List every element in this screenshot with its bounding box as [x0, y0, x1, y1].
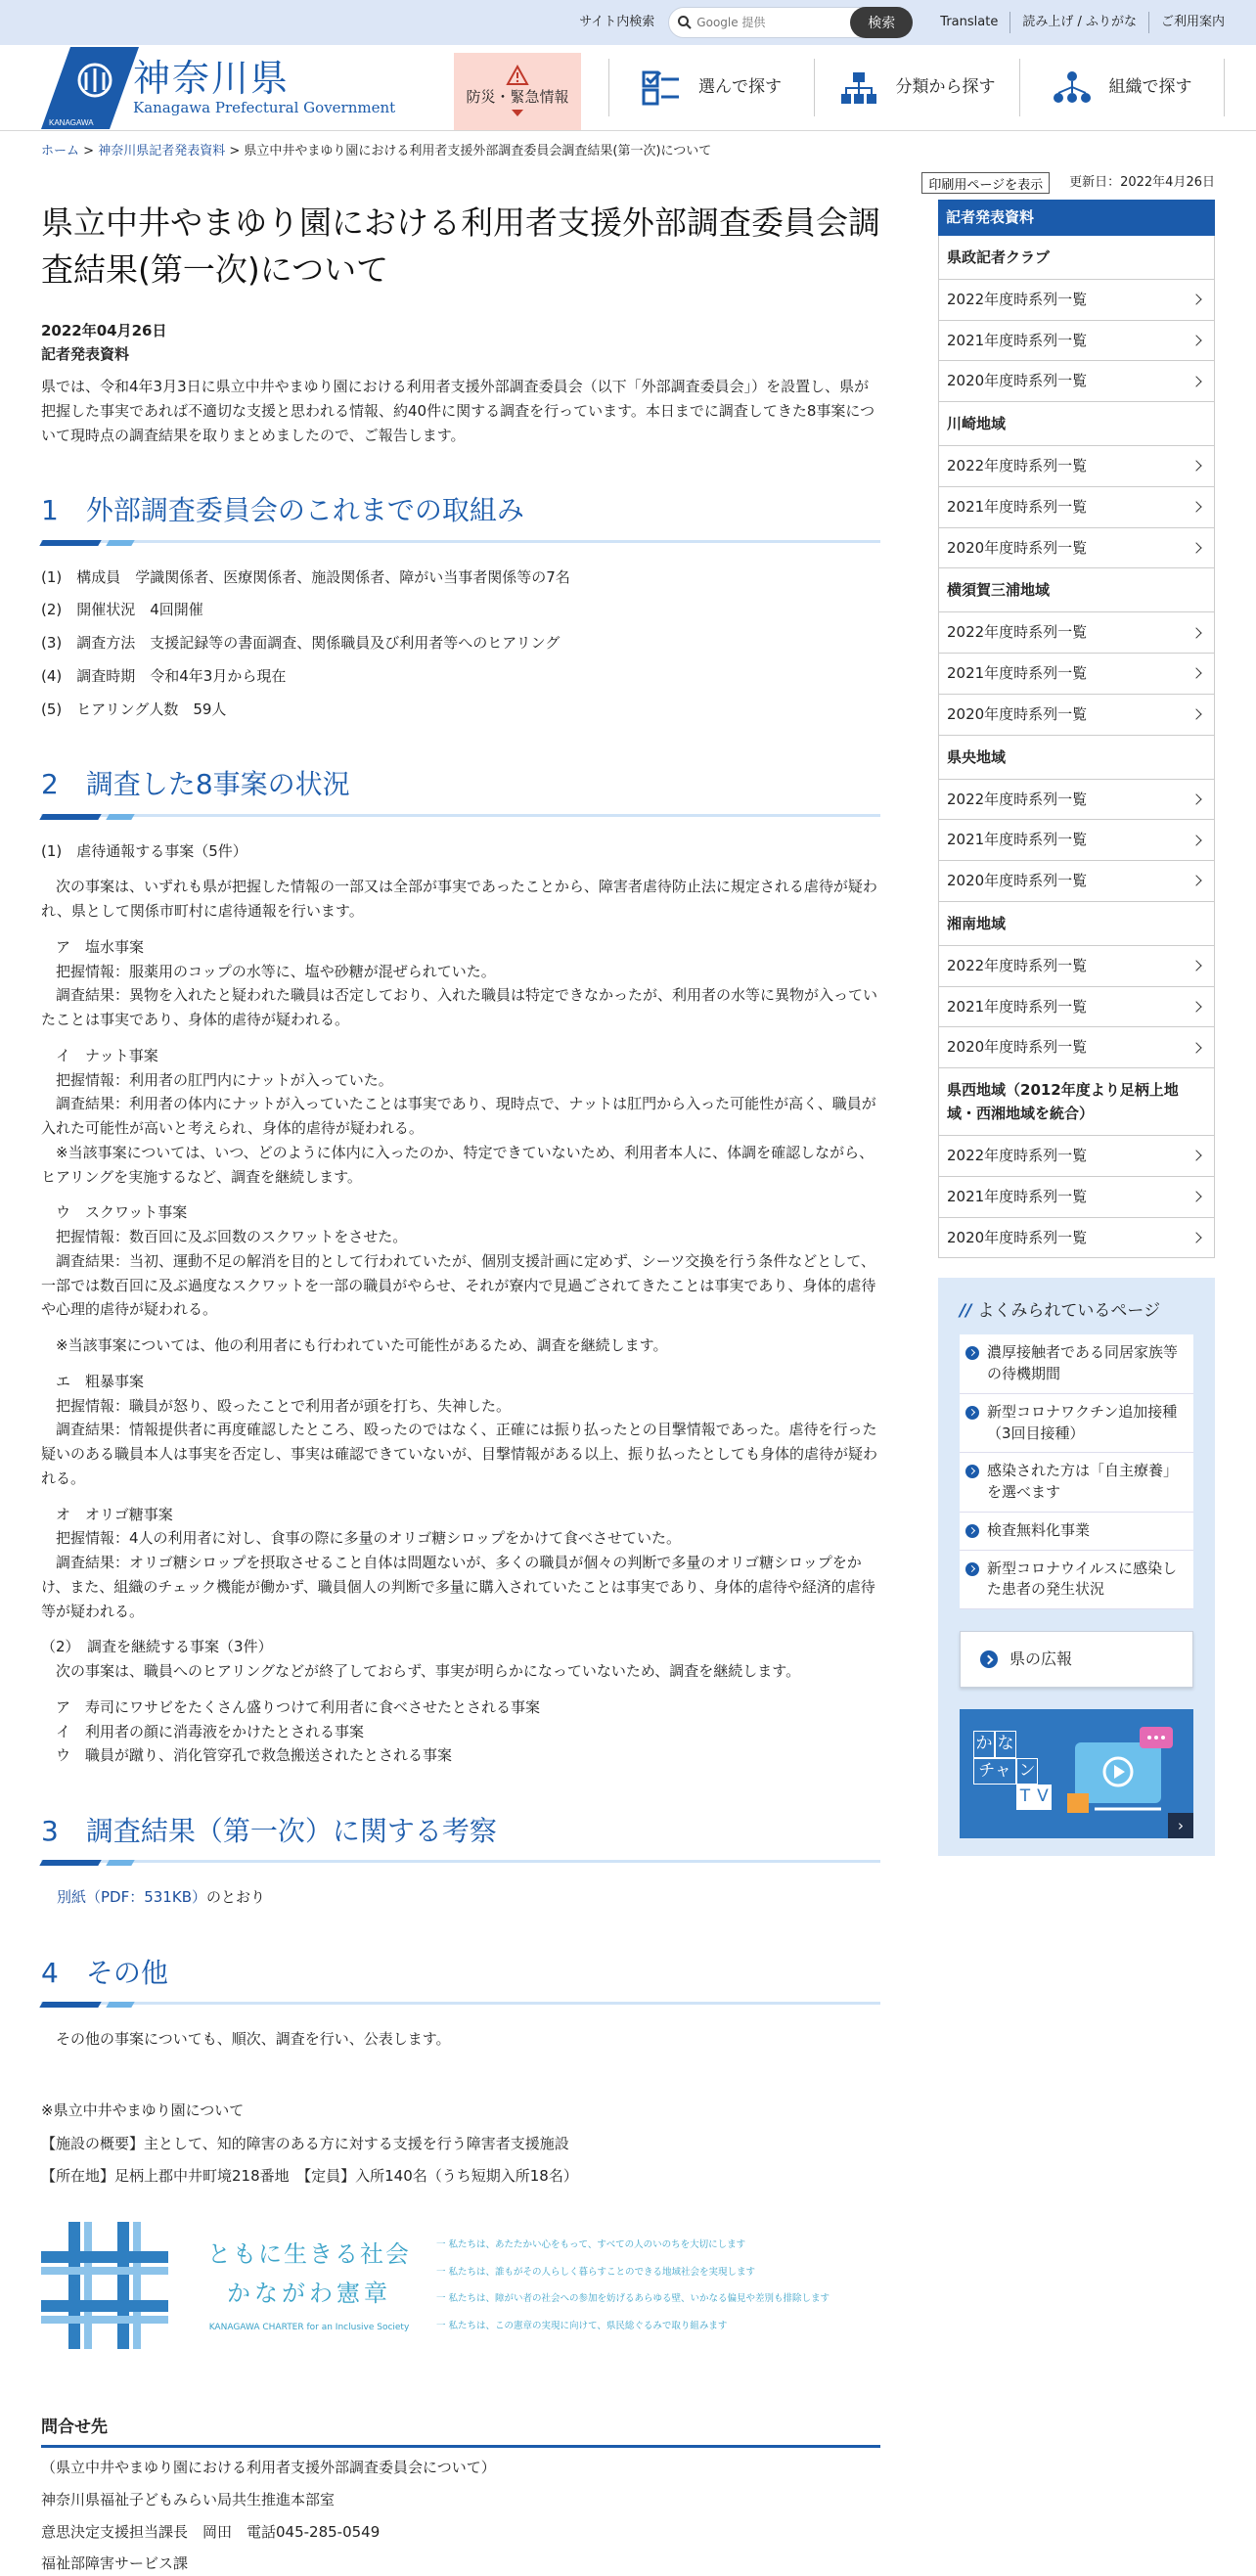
popular-item[interactable]: 新型コロナウイルスに感染した患者の発生状況: [960, 1551, 1193, 1610]
sidebar-item[interactable]: 2022年度時系列一覧: [939, 780, 1214, 821]
translate-link[interactable]: Translate: [940, 15, 999, 30]
list-item: ウ 職員が蹴り、消化管穿孔で救急搬送されたとされる事案: [41, 1746, 453, 1765]
case-title: イ ナット事案: [41, 1046, 158, 1064]
paragraph: 調査結果：当初、運動不足の解消を目的として行われていたが、個別支援計画に定めず、シーツ交換を行う条件などとして、一部では数百回に及ぶ過度なスクワットを一部の職員がやらせ、それが寮内で見過ごされてきたことは事実であり、身体的虐待や心理的虐待が疑われる。: [41, 1251, 876, 1319]
nav-organization-search[interactable]: [1019, 59, 1225, 116]
sidebar: [938, 200, 1215, 2576]
sidebar-item[interactable]: 2022年度時系列一覧: [939, 1136, 1214, 1177]
prefecture-pr-button[interactable]: 県の広報: [960, 1631, 1193, 1688]
contact-line: （県立中井やまゆり園における利用者支援外部調査委員会について）: [41, 2459, 496, 2477]
breadcrumb-parent[interactable]: 神奈川県記者発表資料: [98, 144, 226, 158]
contact-line: 意思決定支援担当課長 岡田 電話045-285-0549: [41, 2522, 381, 2541]
sidebar-list: [938, 236, 1215, 1259]
arrow-circle-icon: [965, 1346, 979, 1360]
kanagawa-logo-icon: [41, 47, 139, 129]
site-header: [0, 45, 1256, 131]
list-item: ア 寿司にワサビをたくさん盛りつけて利用者に食べさせたとされる事案: [41, 1697, 541, 1716]
chevron-right-icon: [1190, 542, 1201, 553]
nav-label: 選んで探す: [698, 77, 782, 98]
chevron-right-icon: [1190, 461, 1201, 472]
charter-line: 一 私たちは、障がい者の社会への参加を妨げるあらゆる壁、いかなる偏見や差別も排除します: [436, 2293, 830, 2305]
sidebar-item[interactable]: 2022年度時系列一覧: [939, 446, 1214, 487]
slash-icon: //: [960, 1301, 972, 1322]
site-logo[interactable]: [0, 45, 430, 130]
nav-label: 分類から探す: [895, 77, 996, 98]
list-item: イ 利用者の顔に消毒液をかけたとされる事案: [41, 1722, 365, 1740]
search-input[interactable]: [696, 9, 843, 36]
popular-pages: [938, 1278, 1215, 1856]
chevron-right-icon: [1190, 1191, 1201, 1201]
popular-item[interactable]: 新型コロナワクチン追加接種（3回目接種）: [960, 1394, 1193, 1454]
charter-subtitle: KANAGAWA CHARTER for an Inclusive Society: [208, 2323, 410, 2333]
main-nav: [608, 45, 1225, 130]
arrow-circle-icon: [965, 1465, 979, 1478]
logo-small-text: KANAGAWA: [49, 117, 94, 127]
contact-line: 神奈川県福祉子どもみらい局共生推進本部室: [41, 2490, 336, 2508]
disaster-info-button[interactable]: [454, 53, 581, 130]
subsection-heading: （2） 調査を継続する事案（3件）: [41, 1638, 273, 1656]
sidebar-item[interactable]: 2020年度時系列一覧: [939, 1218, 1214, 1258]
paragraph: 把握情報：服薬用のコップの水等に、塩や砂糖が混ぜられていた。: [41, 962, 496, 980]
paragraph: ※当該事案については、他の利用者にも行われていた可能性があるため、調査を継続します。: [41, 1336, 668, 1355]
warning-icon: [507, 66, 528, 85]
heading-underline: [41, 2002, 880, 2010]
popular-item[interactable]: 感染された方は「自主療養」を選べます: [960, 1453, 1193, 1513]
attachment-pdf-link[interactable]: 別紙（PDF：531KB）: [57, 1888, 206, 1907]
chevron-right-icon: [1190, 793, 1201, 804]
sidebar-group-title: 県政記者クラブ: [939, 236, 1214, 280]
sidebar-item[interactable]: 2020年度時系列一覧: [939, 861, 1214, 902]
contact-heading: 問合せ先: [41, 2414, 880, 2448]
arrow-circle-icon: [965, 1406, 979, 1420]
heading-underline: [41, 814, 880, 822]
contact-line: 福祉部障害サービス課: [41, 2554, 189, 2573]
arrow-circle-icon: [965, 1562, 979, 1576]
sidebar-item[interactable]: 2021年度時系列一覧: [939, 321, 1214, 362]
read-aloud-link[interactable]: 読み上げ / ふりがな: [1009, 12, 1148, 32]
search-icon: [677, 15, 693, 30]
nav-label: 組織で探す: [1108, 77, 1192, 98]
paragraph: 把握情報：利用者の肛門内にナットが入っていた。: [41, 1070, 393, 1089]
paragraph: 次の事案は、いずれも県が把握した情報の一部又は全部が事実であったことから、障害者虐待防止法に規定される虐待が疑われ、県として関係市町村に虐待通報を行います。: [41, 878, 877, 921]
main-content: [41, 200, 880, 2576]
subsection-heading: (1) 虐待通報する事案（5件）: [41, 841, 247, 860]
paragraph: 次の事案は、職員へのヒアリングなどが終了しておらず、事実が明らかになっていないため、調査を継続します。: [41, 1662, 801, 1681]
heading-underline: [41, 1860, 880, 1868]
popular-heading: よくみられているページ: [977, 1301, 1161, 1322]
sidebar-item[interactable]: 2020年度時系列一覧: [939, 695, 1214, 736]
chevron-down-icon: [512, 110, 523, 117]
case-title: ウ スクワット事案: [41, 1203, 188, 1222]
utility-bar: [0, 0, 1256, 45]
chevron-right-icon: [1190, 1042, 1201, 1053]
chevron-right-icon: [1190, 876, 1201, 886]
disaster-label: 防災・緊急情報: [466, 88, 569, 107]
category-label: 記者発表資料: [41, 345, 130, 364]
chevron-right-icon: [1190, 960, 1201, 971]
paragraph: 調査結果：異物を入れたと疑われた職員は否定しており、入れた職員は特定できなかったが、利用者の水等に異物が入っていたことは事実であり、身体的虐待が疑われる。: [41, 986, 878, 1029]
site-search-label: サイト内検索: [579, 15, 655, 30]
hierarchy-icon: [839, 70, 878, 106]
sidebar-item[interactable]: 2021年度時系列一覧: [939, 987, 1214, 1028]
organization-icon: [1053, 70, 1092, 106]
sidebar-group-title: 県西地域（2012年度より足柄上地域・西湘地域を統合）: [939, 1068, 1214, 1136]
publish-date: 2022年04月26日: [41, 321, 167, 339]
sidebar-item[interactable]: 2021年度時系列一覧: [939, 820, 1214, 861]
sidebar-group-title: 県央地域: [939, 736, 1214, 780]
sidebar-item[interactable]: 2020年度時系列一覧: [939, 1027, 1214, 1068]
list-item: (5) ヒアリング人数 59人: [41, 700, 227, 718]
charter-title: ともに生きる社会: [207, 2240, 411, 2269]
list-item: (1) 構成員 学識関係者、医療関係者、施設関係者、障がい当事者関係等の7名: [41, 567, 570, 586]
sidebar-item[interactable]: 2022年度時系列一覧: [939, 612, 1214, 654]
section-heading: 4 その他: [41, 1957, 168, 1989]
video-play-icon: [1065, 1723, 1183, 1821]
nav-category-search[interactable]: [814, 59, 1019, 116]
nav-select-search[interactable]: [608, 59, 814, 116]
lead-paragraph: 県では、令和4年3月3日に県立中井やまゆり園における利用者支援外部調査委員会（以下「外部調査委員会」）を設置し、県が把握した事実であれば不適切な支援と思われる情報、約40件に関する調査を行っています。本日までに調査してきた8事案について現時点の調査結果を取りまとめましたので、ご報告します。: [41, 378, 875, 444]
chevron-right-icon: [1190, 835, 1201, 845]
sidebar-item[interactable]: 2021年度時系列一覧: [939, 487, 1214, 528]
facility-note: 【所在地】足柄上郡中井町境218番地 【定員】入所140名（うち短期入所18名）: [41, 2167, 578, 2186]
list-item: (2) 開催状況 4回開催: [41, 601, 203, 619]
section-heading: 2 調査した8事案の状況: [41, 768, 350, 801]
facility-note: 【施設の概要】主として、知的障害のある方に対する支援を行う障害者支援施設: [41, 2134, 569, 2152]
sidebar-heading: 記者発表資料: [938, 200, 1215, 236]
chevron-right-icon: [1190, 1232, 1201, 1243]
sidebar-item[interactable]: 2021年度時系列一覧: [939, 1177, 1214, 1218]
search-button[interactable]: 検索: [850, 7, 913, 38]
sidebar-item[interactable]: 2020年度時系列一覧: [939, 528, 1214, 569]
paragraph: 調査結果：オリゴ糖シロップを摂取させること自体は問題ないが、多くの職員が個々の判断で多量のオリゴ糖シロップをかけ、また、組織のチェック機能が働かず、職員個人の判断で多量に購入されていたことは事実であり、身体的虐待や経済的虐待等が疑われる。: [41, 1554, 875, 1620]
paragraph: 把握情報：数百回に及ぶ回数のスクワットをさせた。: [41, 1228, 408, 1246]
chevron-right-icon: ›: [1168, 1813, 1193, 1838]
charter-line: 一 私たちは、この憲章の実現に向けて、県民総ぐるみで取り組みます: [436, 2320, 728, 2331]
sidebar-group-title: 湘南地域: [939, 902, 1214, 946]
case-title: エ 粗暴事案: [41, 1372, 145, 1390]
breadcrumb-home[interactable]: ホーム: [41, 144, 80, 158]
heading-underline: [41, 540, 880, 548]
arrow-circle-icon: [980, 1650, 998, 1668]
paragraph: 把握情報：職員が怒り、殴ったことで利用者が頭を打ち、失神した。: [41, 1396, 512, 1415]
print-page-button[interactable]: 印刷用ページを表示: [921, 172, 1050, 194]
search-box: [668, 7, 913, 38]
chevron-right-icon: [1190, 1001, 1201, 1012]
sidebar-item[interactable]: 2022年度時系列一覧: [939, 946, 1214, 987]
breadcrumb-current: 県立中井やまゆり園における利用者支援外部調査委員会調査結果(第一次)について: [244, 144, 712, 158]
logo-subtitle: Kanagawa Prefectural Government: [133, 99, 396, 117]
paragraph: その他の事案についても、順次、調査を行い、公表します。: [41, 2030, 451, 2049]
popular-item[interactable]: 濃厚接触者である同居家族等の待機期間: [960, 1334, 1193, 1394]
kanagawa-charter-banner: [41, 2212, 880, 2359]
chevron-right-icon: [1190, 335, 1201, 345]
usage-guide-link[interactable]: ご利用案内: [1148, 12, 1236, 32]
chevron-right-icon: [1190, 668, 1201, 679]
paragraph: 把握情報：4人の利用者に対し、食事の際に多量のオリゴ糖シロップをかけて食べさせていた。: [41, 1529, 681, 1548]
chevron-right-icon: [1190, 1151, 1201, 1161]
popular-item[interactable]: 検査無料化事業: [960, 1513, 1193, 1551]
section-heading: 1 外部調査委員会のこれまでの取組み: [41, 494, 524, 527]
paragraph: 調査結果：情報提供者に再度確認したところ、殴ったのではなく、正確には振り払ったとの目撃情報であった。虐待を行った疑いのある職員本人は事実を否定し、事実は確認できていないが、目撃情報がある以上、振り払ったとしても身体的虐待が疑われる。: [41, 1421, 878, 1487]
charter-emblem-icon: [41, 2222, 168, 2349]
charter-title: かながわ憲章: [227, 2279, 391, 2307]
case-title: オ オリゴ糖事案: [41, 1505, 173, 1523]
sidebar-group-title: 横須賀三浦地域: [939, 568, 1214, 612]
charter-line: 一 私たちは、誰もがその人らしく暮らすことのできる地域社会を実現します: [436, 2266, 756, 2278]
list-item: (4) 調査時期 令和4年3月から現在: [41, 666, 287, 685]
checklist-icon: [642, 70, 681, 106]
breadcrumb: ホーム > 神奈川県記者発表資料 > 県立中井やまゆり園における利用者支援外部調査委員会調査結果(第一次)について: [41, 144, 712, 158]
paragraph: 調査結果：利用者の体内にナットが入っていたことは事実であり、現時点で、ナットは肛門から入った可能性が高く、職員が入れた可能性が高いと考えられ、身体的虐待が疑われる。: [41, 1095, 876, 1138]
sidebar-item[interactable]: 2022年度時系列一覧: [939, 280, 1214, 321]
chevron-right-icon: [1190, 627, 1201, 638]
sidebar-item[interactable]: 2020年度時系列一覧: [939, 361, 1214, 402]
updated-date: 更新日：2022年4月26日: [1069, 175, 1215, 191]
charter-line: 一 私たちは、あたたかい心をもって、すべての人のいのちを大切にします: [436, 2239, 746, 2251]
page-title: 県立中井やまゆり園における利用者支援外部調査委員会調査結果(第一次)について: [41, 203, 880, 289]
paragraph: 別紙（PDF：531KB）のとおり: [57, 1888, 265, 1907]
sidebar-item[interactable]: 2021年度時系列一覧: [939, 654, 1214, 695]
list-item: (3) 調査方法 支援記録等の書面調査、関係職員及び利用者等へのヒアリング: [41, 634, 561, 653]
facility-note: ※県立中井やまゆり園について: [41, 2101, 245, 2119]
arrow-circle-icon: [965, 1524, 979, 1538]
chevron-right-icon: [1190, 376, 1201, 386]
chevron-right-icon: [1190, 294, 1201, 304]
chevron-right-icon: [1190, 708, 1201, 719]
section-heading: 3 調査結果（第一次）に関する考察: [41, 1815, 497, 1848]
chevron-right-icon: [1190, 501, 1201, 512]
kanachan-tv-banner[interactable]: か な チャ ン T V ›: [960, 1709, 1193, 1838]
case-title: ア 塩水事案: [41, 937, 145, 956]
print-row: [0, 166, 1256, 200]
logo-title: 神奈川県: [133, 56, 291, 100]
sidebar-group-title: 川崎地域: [939, 402, 1214, 446]
paragraph: ※当該事案については、いつ、どのように体内に入ったのか、特定できていないため、利用者本人に、体調を確認しながら、ヒアリングを実施するなど、調査を継続します。: [41, 1143, 875, 1186]
